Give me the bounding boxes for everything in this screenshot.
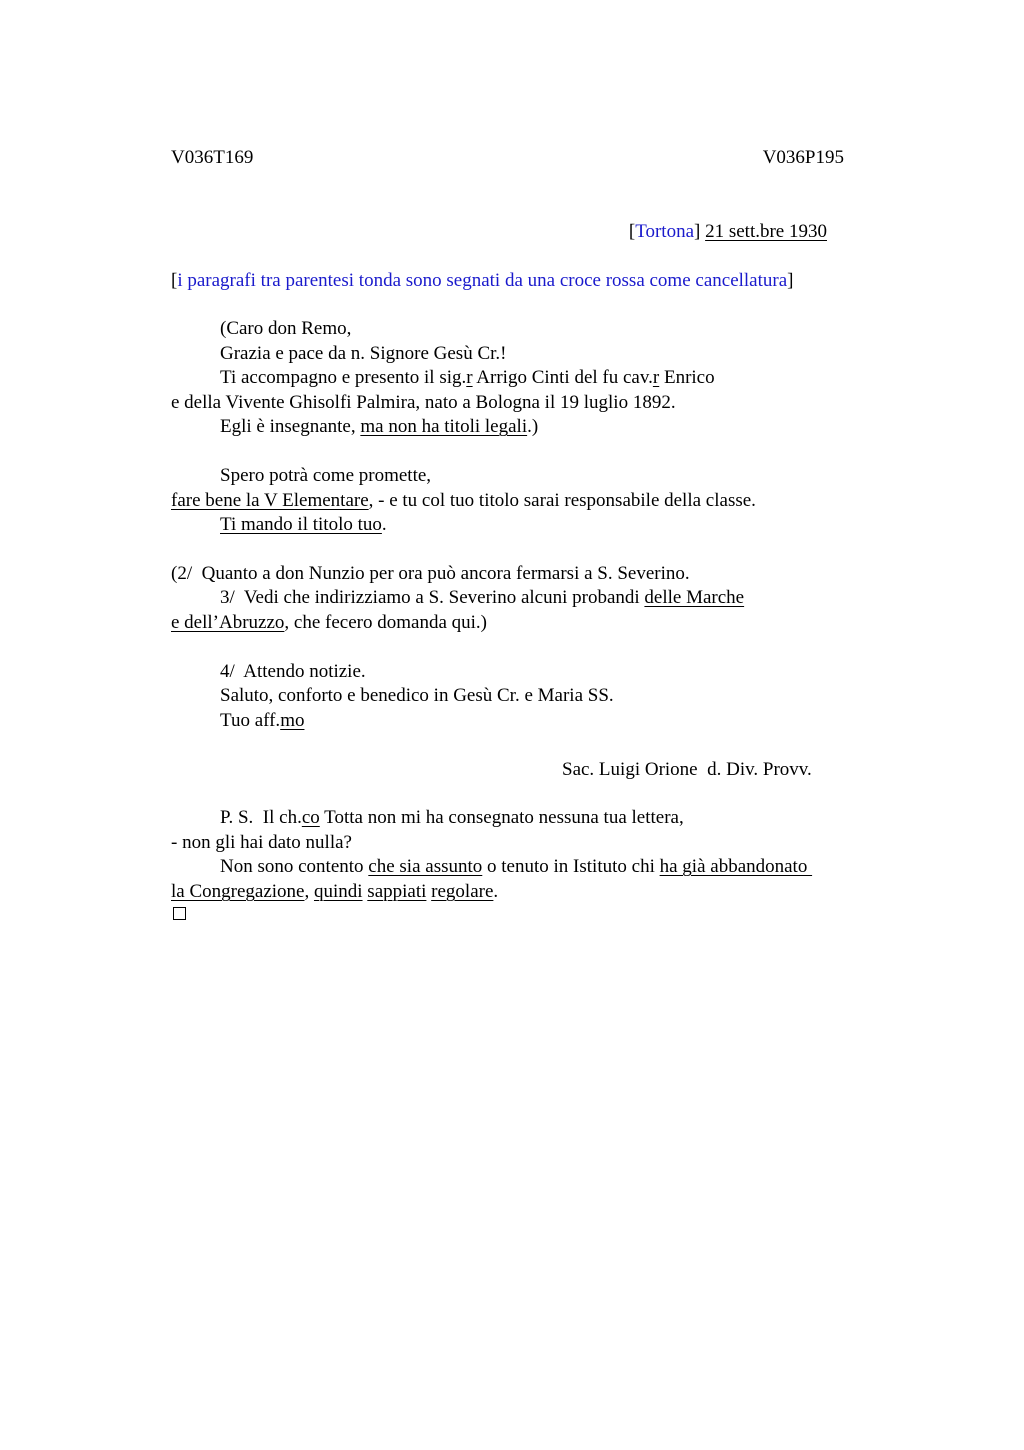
text-span: Non sono contento [220,856,369,877]
bracket: [ [628,221,636,242]
text-line [220,366,715,390]
text-span: . [493,881,499,902]
editorial-note-text: i paragrafi tra parentesi tonda sono segnati da una croce rossa come cancellatura [177,270,788,291]
underlined-text: mo [280,710,305,731]
text-line [220,513,387,537]
text-line: (2/ Quanto a don Nunzio per ora può ancora fermarsi a S. Severino. [171,563,690,584]
text-line: 4/ Attendo notizie. [220,661,366,682]
underlined-text: r [652,367,660,388]
underlined-text: sappiati [367,881,427,902]
underlined-text: e dell’Abruzzo [171,612,285,633]
letter-date: 21 sett.bre 1930 [705,221,827,242]
underlined-text: ha già abbandonato [659,856,813,877]
bracket: ] [694,221,701,242]
postscript-line: - non gli hai dato nulla? [171,832,352,853]
document-code-right: V036P195 [762,147,844,168]
text-line [220,586,744,610]
text-line: Spero potrà come promette, [220,465,432,486]
underlined-text: quindi [313,881,363,902]
underlined-text: ma non ha titoli legali [360,416,528,437]
text-span: . [381,514,387,535]
text-span: P. S. Il ch. [220,807,302,828]
text-line [171,489,756,513]
text-line [220,415,538,439]
text-span: .) [527,416,539,437]
underlined-text: la Congregazione [171,881,305,902]
text-span: , che fecero domanda qui.) [284,612,487,633]
bracket: ] [787,270,794,291]
text-span: , - e tu col tuo titolo sarai responsabile della classe. [368,490,756,511]
bracket: [ [171,270,178,291]
text-span: , [304,881,314,902]
text-span: Ti accompagno e presento il sig. [220,367,467,388]
place-name: Tortona [635,221,695,242]
text-span: Egli è insegnante, [220,416,361,437]
underlined-text: fare bene la V Elementare [171,490,369,511]
underlined-text: regolare [431,881,494,902]
underlined-text: Ti mando il titolo tuo [220,514,382,535]
closing-greeting: Saluto, conforto e benedico in Gesù Cr. e Maria SS. [220,685,614,706]
postscript-line [220,855,812,879]
end-mark-square-icon [173,907,186,920]
underlined-text: che sia assunto [368,856,483,877]
greeting: Grazia e pace da n. Signore Gesù Cr.! [220,343,507,364]
postscript-line [220,806,684,830]
text-line [171,611,487,635]
text-span: 3/ Vedi che indirizziamo a S. Severino alcuni probandi [220,587,645,608]
postscript-line [171,880,498,904]
text-span: o tenuto in Istituto chi [482,856,660,877]
editorial-note [171,269,793,293]
underlined-text: co [301,807,320,828]
dateline [629,220,827,244]
text-span: Arrigo Cinti del fu cav. [472,367,653,388]
signature: Sac. Luigi Orione d. Div. Provv. [562,759,812,780]
underlined-text: r [466,367,473,388]
text-span: Totta non mi ha consegnato nessuna tua lettera, [319,807,684,828]
underlined-text: delle Marche [644,587,745,608]
document-code-left: V036T169 [171,147,254,168]
valediction [220,709,304,733]
text-span: Tuo aff. [220,710,281,731]
text-span: Enrico [659,367,715,388]
salutation: (Caro don Remo, [220,318,352,339]
text-line: e della Vivente Ghisolfi Palmira, nato a Bologna il 19 luglio 1892. [171,392,676,413]
